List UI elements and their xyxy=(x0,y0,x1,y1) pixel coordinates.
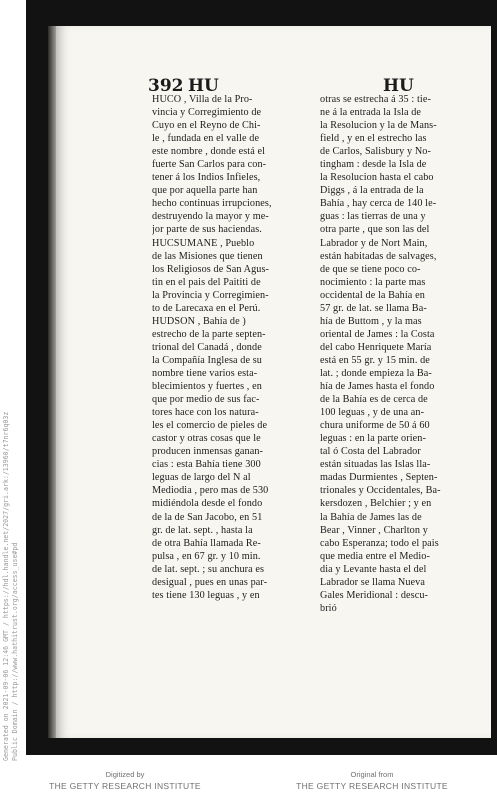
text-line: tin en el pais del Paititi de xyxy=(152,276,261,288)
text-line: occidental de la Bahía en xyxy=(320,289,425,301)
text-line: otra parte , que son las del xyxy=(320,224,430,236)
text-line: Labrador y de Nort Main, xyxy=(320,237,428,249)
text-line: midiéndola desde el fondo xyxy=(152,498,263,510)
text-line: tener á los Indios Infieles, xyxy=(152,172,261,184)
text-line: pulsa , en 67 gr. y 10 min. xyxy=(152,550,261,562)
text-line: tingham : desde la Isla de xyxy=(320,159,427,171)
text-line: de Carlos, Salisbury y No- xyxy=(320,146,431,158)
text-line: de las Misiones que tienen xyxy=(152,250,263,262)
text-line: leguas de largo del N al xyxy=(152,472,251,484)
text-line: cias : esta Bahía tiene 300 xyxy=(152,459,261,471)
footer-digitized-by xyxy=(0,770,250,792)
text-line: oriental de James : la Costa xyxy=(320,328,435,340)
watermark-line-1: Generated on 2021-09-06 12:46 GMT / https://hdl.handle.net/2027/gri.ark:/13960/t7nr6q03z xyxy=(2,411,10,761)
text-line: tes tiene 130 leguas , y en xyxy=(152,589,260,601)
text-line: ne á la entrada la Isla de xyxy=(320,107,422,119)
text-line: de la de San Jacobo, en 51 xyxy=(152,511,263,523)
text-line: fuerte San Carlos para con- xyxy=(152,159,267,171)
text-line: Mediodia , pero mas de 530 xyxy=(152,485,269,497)
text-line: la Resolucion y la de Mans- xyxy=(320,120,437,132)
text-line: to de Larecaxa en el Perú. xyxy=(152,302,261,314)
text-line: lat. ; donde empieza la Ba- xyxy=(320,367,432,379)
text-line: de lat. sept. ; su anchura es xyxy=(152,563,265,575)
text-line: la Resolucion hasta el cabo xyxy=(320,172,434,184)
footer-right-caption: Original from xyxy=(350,770,394,779)
text-line: producen inmensas ganan- xyxy=(152,446,264,458)
text-line: Diggs , á la entrada de la xyxy=(320,185,424,197)
left-text-column xyxy=(152,93,312,602)
text-line: dia y Levante hasta el del xyxy=(320,563,427,575)
text-line: la Compañía Inglesa de su xyxy=(152,354,263,366)
text-line: tores hace con los natura- xyxy=(152,407,259,419)
text-line: están situadas las Islas lla- xyxy=(320,459,431,471)
text-line: nocimiento : la parte mas xyxy=(320,276,426,288)
text-line: nombre tiene varios esta- xyxy=(152,367,258,379)
page-number: 392 xyxy=(148,76,184,96)
text-line: del cabo Henriquete María xyxy=(320,341,432,353)
text-line: castor y otras cosas que le xyxy=(152,433,261,445)
text-line: trionales y Occidentales, Ba- xyxy=(320,485,441,497)
text-line: hecho continuas irrupciones, xyxy=(152,198,272,210)
text-line: 100 leguas , y de una an- xyxy=(320,407,425,419)
text-line: la Bahía de James las de xyxy=(320,511,422,523)
text-line: HUCSUMANE , Pueblo xyxy=(152,237,255,249)
text-line: Gales Meridional : descu- xyxy=(320,589,429,601)
text-line: leguas : en la parte orien- xyxy=(320,433,426,445)
text-line: otras se estrecha á 35 : tie- xyxy=(320,94,431,105)
text-line: destruyendo la mayor y me- xyxy=(152,211,269,223)
text-line: que por aquella parte han xyxy=(152,185,258,197)
text-line: Labrador se llama Nueva xyxy=(320,576,425,588)
text-line: está en 55 gr. y 15 min. de xyxy=(320,354,430,366)
hathitrust-watermark xyxy=(2,411,42,761)
text-line: HUCO , Villa de la Pro- xyxy=(152,94,253,105)
text-line: vincia y Corregimiento de xyxy=(152,107,262,119)
text-line: desigual , pues en unas par- xyxy=(152,576,268,588)
watermark-line-2: Public Domain / http://www.hathitrust.org/access_use#pd xyxy=(11,542,19,761)
text-line: cabo Esperanza; todo el pais xyxy=(320,537,439,549)
text-line: jor parte de sus haciendas. xyxy=(152,224,262,236)
text-line: que media entre el Medio- xyxy=(320,550,430,562)
text-line: 57 gr. de lat. se llama Ba- xyxy=(320,302,427,314)
text-line: madas Durmientes , Septen- xyxy=(320,472,438,484)
footer-left-caption: Digitized by xyxy=(105,770,145,779)
text-line: guas : las tierras de una y xyxy=(320,211,426,223)
text-line: le , fundada en el valle de xyxy=(152,133,260,145)
text-line: hía de James hasta el fondo xyxy=(320,381,435,393)
text-line: hía de Buttom , y la mas xyxy=(320,315,422,327)
text-line: están habitadas de salvages, xyxy=(320,250,437,262)
footer-left-institution: THE GETTY RESEARCH INSTITUTE xyxy=(49,781,201,791)
text-line: chura uniforme de 50 á 60 xyxy=(320,420,430,432)
text-line: trional del Canadá , donde xyxy=(152,341,262,353)
text-line: que por medio de sus fac- xyxy=(152,394,260,406)
text-line: Cuyo en el Reyno de Chi- xyxy=(152,120,261,132)
text-line: les el comercio de pieles de xyxy=(152,420,268,432)
text-line: de otra Bahía llamada Re- xyxy=(152,537,261,549)
text-line: kersdozen , Belchier ; y en xyxy=(320,498,432,510)
text-line: HUDSON , Bahía de ) xyxy=(152,315,246,327)
text-line: estrecho de la parte septen- xyxy=(152,328,266,340)
text-line: gr. de lat. sept. , hasta la xyxy=(152,524,253,536)
text-line: de que se tiene poco co- xyxy=(320,263,421,275)
text-line: brió xyxy=(320,602,337,614)
header-right-guide-word: HU xyxy=(383,76,414,96)
text-line: tal ó Costa del Labrador xyxy=(320,446,421,458)
footer-original-from xyxy=(247,770,497,792)
header-left-guide-word: HU xyxy=(188,76,219,96)
text-line: blecimientos y fuertes , en xyxy=(152,381,262,393)
footer-right-institution: THE GETTY RESEARCH INSTITUTE xyxy=(296,781,448,791)
text-line: field , y en el estrecho las xyxy=(320,133,427,145)
text-line: los Religiosos de San Agus- xyxy=(152,263,270,275)
text-line: este nombre , donde está el xyxy=(152,146,266,158)
text-line: Bahía , hay cerca de 140 le- xyxy=(320,198,437,210)
text-line: la Provincia y Corregimien- xyxy=(152,289,269,301)
text-line: Bear , Vinner , Charlton y xyxy=(320,524,428,536)
text-line: de la Bahía es de cerca de xyxy=(320,394,428,406)
right-text-column xyxy=(320,93,480,615)
